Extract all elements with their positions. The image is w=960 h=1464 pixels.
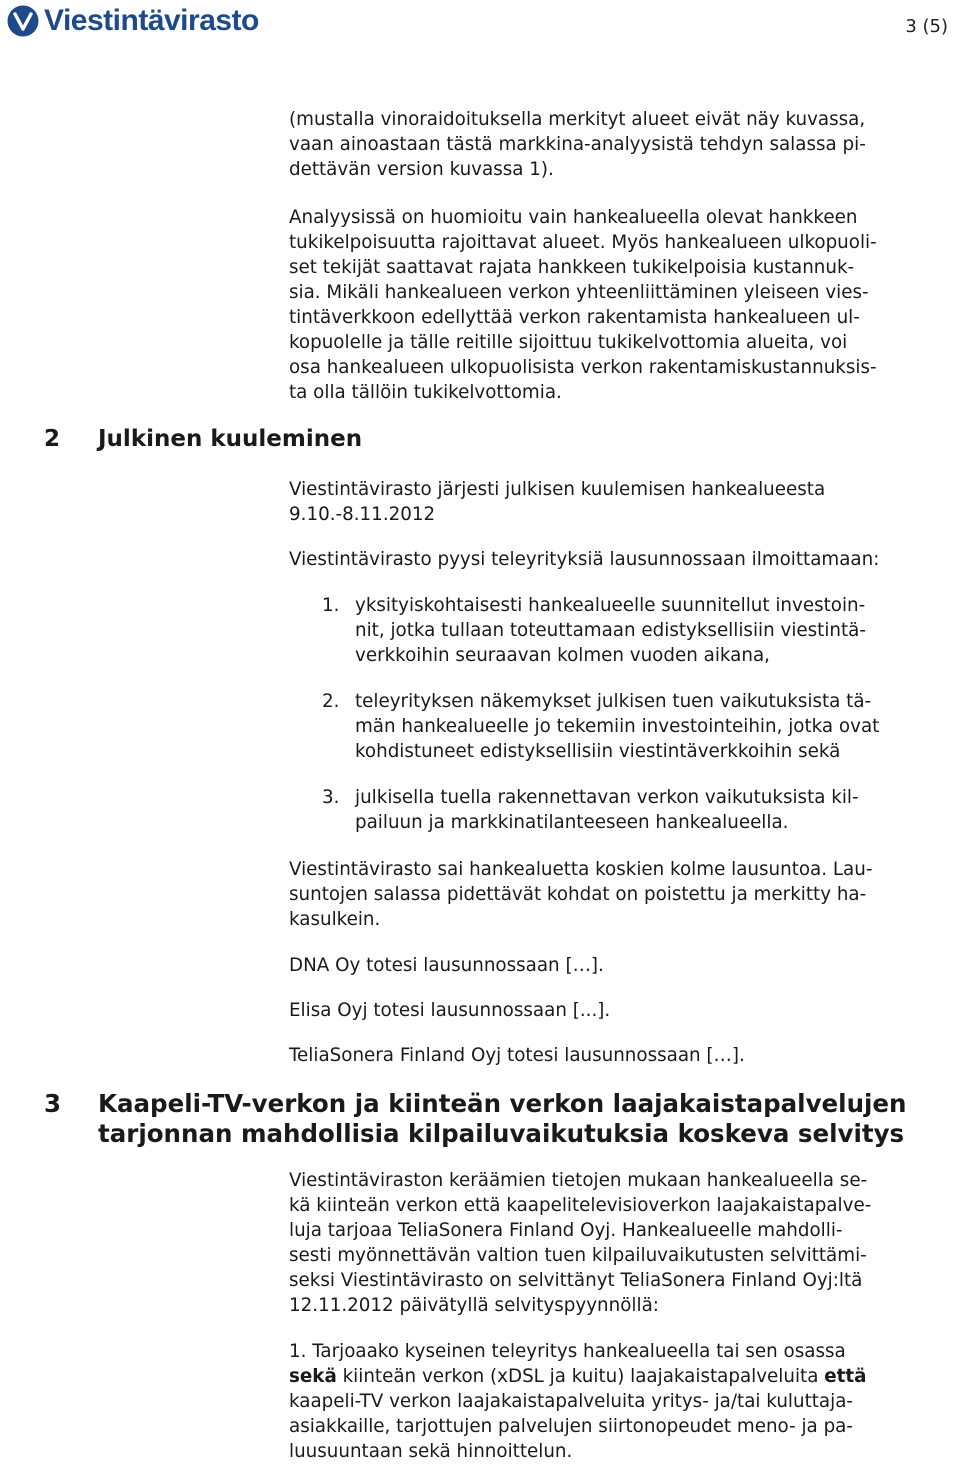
text-line: luusuuntaan sekä hinnoittelun. xyxy=(289,1441,573,1462)
viestintavirasto-logo xyxy=(6,4,259,38)
text-line: sesti myönnettävän valtion tuen kilpailuvaikutusten selvittämi- xyxy=(289,1245,867,1266)
page-number: 3 (5) xyxy=(905,16,948,37)
text-line: osa hankealueen ulkopuolisista verkon rakentamiskustannuksis- xyxy=(289,357,877,378)
text-line: teleyrityksen näkemykset julkisen tuen vaikutuksista tä- xyxy=(355,691,872,712)
text-line: set tekijät saattavat rajata hankkeen tukikelpoisia kustannuk- xyxy=(289,257,855,278)
bold-text: että xyxy=(824,1366,867,1387)
text-line: Elisa Oyj totesi lausunnossaan [...]. xyxy=(289,1000,611,1021)
paragraph-teliasonera xyxy=(289,1043,957,1068)
section-3-title xyxy=(98,1089,906,1149)
section-2-heading xyxy=(44,426,362,452)
list-number: 3. xyxy=(322,787,340,808)
text-line: kohdistuneet edistyksellisiin viestintäverkkoihin sekä xyxy=(355,741,841,762)
text-line: kasulkein. xyxy=(289,909,381,930)
text-line: ta olla tällöin tukikelvottomia. xyxy=(289,382,562,403)
paragraph-question-1 xyxy=(289,1339,957,1464)
list-number: 2. xyxy=(322,691,340,712)
logo-text: Viestintävirasto xyxy=(44,4,259,37)
text-line: Viestintävirasto järjesti julkisen kuulemisen hankealueesta xyxy=(289,479,826,500)
text-line: julkisella tuella rakennettavan verkon vaikutuksista kil- xyxy=(355,787,859,808)
text-run: kiinteän verkon (xDSL ja kuitu) laajakaistapalveluita xyxy=(336,1366,825,1387)
text-line: kopuolelle ja tälle reitille sijoittuu tukikelvottomia alueita, voi xyxy=(289,332,848,353)
text-line: luja tarjoaa TeliaSonera Finland Oyj. Hankealueelle mahdolli- xyxy=(289,1220,843,1241)
text-line: (mustalla vinoraidoituksella merkityt alueet eivät näy kuvassa, xyxy=(289,109,866,130)
text-line xyxy=(289,1364,957,1389)
list-text xyxy=(355,593,866,668)
text-line: asiakkaille, tarjottujen palvelujen siirtonopeudet meno- ja pa- xyxy=(289,1416,853,1437)
list-text xyxy=(355,785,859,835)
list-number: 1. xyxy=(322,595,340,616)
section-3-number: 3 xyxy=(44,1089,62,1118)
text-line: vaan ainoastaan tästä markkina-analyysistä tehdyn salassa pi- xyxy=(289,134,866,155)
text-line: 12.11.2012 päivätyllä selvityspyynnöllä: xyxy=(289,1295,659,1316)
text-line: män hankealueelle jo tekemiin investointeihin, jotka ovat xyxy=(355,716,880,737)
text-line: Viestintävirasto pyysi teleyrityksiä lausunnossaan ilmoittamaan: xyxy=(289,549,880,570)
section-2-title: Julkinen kuuleminen xyxy=(98,426,363,452)
text-line: kä kiinteän verkon että kaapelitelevisioverkon laajakaistapalve- xyxy=(289,1195,872,1216)
text-line: nit, jotka tullaan toteuttamaan edistyksellisiin viestintä- xyxy=(355,620,866,641)
bold-text: sekä xyxy=(289,1366,337,1387)
paragraph-analysis xyxy=(289,205,957,405)
text-line: 9.10.-8.11.2012 xyxy=(289,504,436,525)
text-line: Analyysissä on huomioitu vain hankealueella olevat hankkeen xyxy=(289,207,858,228)
text-line: seksi Viestintävirasto on selvittänyt TeliaSonera Finland Oyj:ltä xyxy=(289,1270,863,1291)
list-text xyxy=(355,689,879,764)
text-line: pailuun ja markkinatilanteeseen hankealueella. xyxy=(355,812,789,833)
paragraph-dna xyxy=(289,953,957,978)
text-line: tintäverkkoon edellyttää verkon rakentamista hankealueen ul- xyxy=(289,307,860,328)
paragraph-request xyxy=(289,547,957,572)
text-line: TeliaSonera Finland Oyj totesi lausunnossaan […]. xyxy=(289,1045,745,1066)
text-line: suntojen salassa pidettävät kohdat on poistettu ja merkitty ha- xyxy=(289,884,867,905)
paragraph-elisa xyxy=(289,998,957,1023)
text-line: DNA Oy totesi lausunnossaan […]. xyxy=(289,955,604,976)
title-line: tarjonnan mahdollisia kilpailuvaikutuksia koskeva selvitys xyxy=(98,1119,905,1148)
text-line: tukikelpoisuutta rajoittavat alueet. Myös hankealueen ulkopuoli- xyxy=(289,232,877,253)
title-line: Kaapeli-TV-verkon ja kiinteän verkon laajakaistapalvelujen xyxy=(98,1089,907,1118)
text-line: kaapeli-TV verkon laajakaistapalveluita yritys- ja/tai kuluttaja- xyxy=(289,1391,853,1412)
paragraph-survey xyxy=(289,1168,957,1318)
text-line: sia. Mikäli hankealueen verkon yhteenliittäminen yleiseen vies- xyxy=(289,282,869,303)
text-line: Viestintävirasto sai hankealuetta koskien kolme lausuntoa. Lau- xyxy=(289,859,873,880)
logo-emblem-icon xyxy=(6,4,40,38)
text-line: Viestintäviraston keräämien tietojen mukaan hankealueella se- xyxy=(289,1170,868,1191)
text-line: verkkoihin seuraavan kolmen vuoden aikana, xyxy=(355,645,770,666)
text-line: yksityiskohtaisesti hankealueelle suunnitellut investoin- xyxy=(355,595,866,616)
paragraph-figure-note xyxy=(289,107,957,182)
text-line: dettävän version kuvassa 1). xyxy=(289,159,554,180)
section-2-number: 2 xyxy=(44,426,61,452)
paragraph-statements xyxy=(289,857,957,932)
text-line: 1. Tarjoaako kyseinen teleyritys hankealueella tai sen osassa xyxy=(289,1341,846,1362)
paragraph-hearing xyxy=(289,477,957,527)
